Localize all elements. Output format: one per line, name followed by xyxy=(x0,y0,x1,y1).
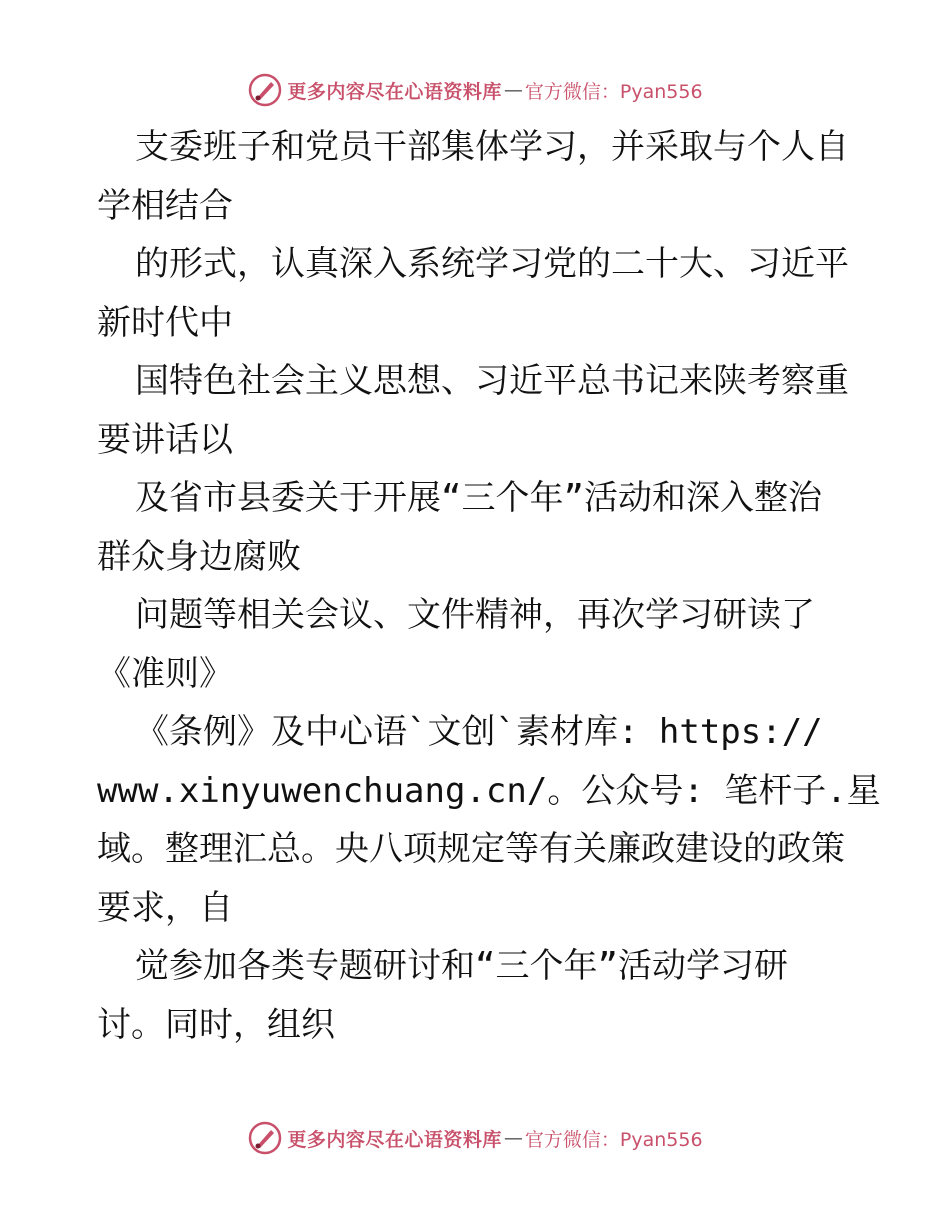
header-banner xyxy=(0,70,950,110)
text-line: 群众身边腐败 xyxy=(97,536,301,577)
banner-contact: 官方微信：Pyan556 xyxy=(524,1128,703,1151)
text-line: 讨。同时，组织 xyxy=(97,1004,335,1045)
text-line: 国特色社会主义思想、习近平总书记来陕考察重 xyxy=(135,361,849,401)
quill-logo-icon xyxy=(247,72,283,108)
text-line: 支委班子和党员干部集体学习，并采取与个人自 xyxy=(135,127,849,167)
text-line: 《条例》及中心语`文创`素材库: https:// xyxy=(135,712,823,752)
quill-logo-icon xyxy=(247,1120,283,1156)
banner-separator: — xyxy=(503,1127,523,1149)
text-line: 要求，自 xyxy=(97,887,233,928)
text-line: 觉参加各类专题研讨和“三个年”活动学习研 xyxy=(135,946,788,986)
text-line: 问题等相关会议、文件精神，再次学习研读了 xyxy=(135,595,815,635)
text-line: 及省市县委关于开展“三个年”活动和深入整治 xyxy=(135,478,822,518)
text-line: www.xinyuwenchuang.cn/。公众号: 笔杆子.星 xyxy=(97,770,881,811)
text-line: 域。整理汇总。央八项规定等有关廉政建设的政策 xyxy=(97,829,845,869)
text-line: 的形式，认真深入系统学习党的二十大、习近平 xyxy=(135,244,849,284)
text-line: 要讲话以 xyxy=(97,419,233,460)
banner-title: 更多内容尽在心语资料库 xyxy=(287,80,502,103)
body-text xyxy=(97,118,881,1054)
banner-title: 更多内容尽在心语资料库 xyxy=(287,1128,502,1151)
banner-contact: 官方微信：Pyan556 xyxy=(524,80,703,103)
text-line: 新时代中 xyxy=(97,302,233,343)
banner-separator: — xyxy=(503,79,523,101)
text-line: 学相结合 xyxy=(97,185,233,226)
text-line: 《准则》 xyxy=(97,653,233,694)
footer-banner xyxy=(0,1118,950,1158)
